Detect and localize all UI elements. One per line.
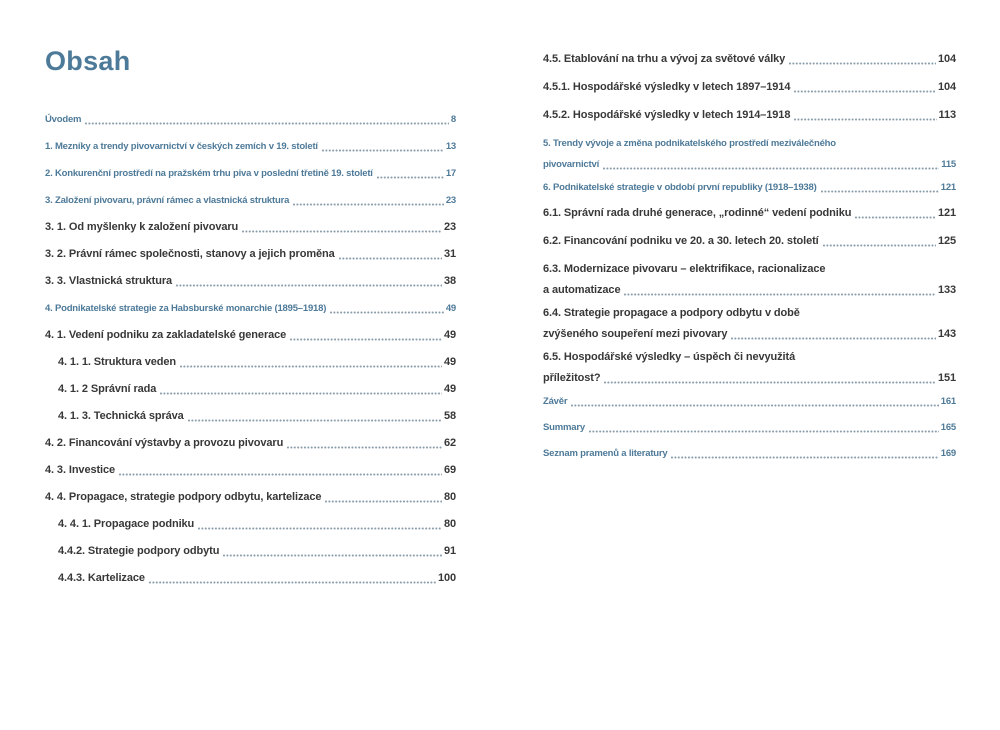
page-number: 69: [443, 464, 456, 476]
toc-entry-left-17[interactable]: [45, 572, 456, 585]
entry-label: 4. Podnikatelské strategie za Habsburské monarchie (1895–1918): [45, 303, 327, 314]
toc-entry-left-16[interactable]: [45, 545, 456, 558]
dot-leader: [85, 122, 449, 125]
page-number: 23: [445, 195, 456, 206]
page-number: 121: [940, 182, 956, 193]
entry-label: 4. 1. 2 Správní rada: [58, 383, 157, 395]
toc-entry-left-15[interactable]: [45, 518, 456, 531]
entry-label: 4.5. Etablování na trhu a vývoj za světové války: [543, 53, 786, 65]
dot-leader: [603, 167, 939, 170]
page-number: 104: [937, 53, 956, 65]
entry-label: 4. 4. Propagace, strategie podpory odbytu, kartelizace: [45, 491, 322, 503]
entry-label: 6.3. Modernizace pivovaru – elektrifikace, racionalizace: [543, 263, 826, 275]
entry-label: 2. Konkurenční prostředí na pražském trhu piva v poslední třetině 19. století: [45, 168, 373, 179]
dot-leader: [794, 90, 936, 93]
toc-entry-left-13[interactable]: [45, 464, 456, 477]
entry-label: 4.4.2. Strategie podpory odbytu: [58, 545, 220, 557]
entry-label: 4. 3. Investice: [45, 464, 116, 476]
dot-leader: [571, 404, 938, 407]
dot-leader: [293, 203, 444, 206]
page-number: 80: [443, 518, 456, 530]
dot-leader: [325, 500, 442, 503]
toc-left-page: [45, 46, 456, 599]
toc-entry-left-14[interactable]: [45, 491, 456, 504]
toc-entry-left-2[interactable]: [45, 167, 456, 180]
page-number: 169: [940, 448, 956, 459]
page-number: 161: [940, 396, 956, 407]
entry-label: 4. 1. Vedení podniku za zakladatelské generace: [45, 329, 287, 341]
dot-leader: [731, 337, 936, 340]
toc-entry-left-10[interactable]: [45, 383, 456, 396]
dot-leader: [339, 257, 442, 260]
entry-label: 4.5.1. Hospodářské výsledky v letech 1897–1914: [543, 81, 791, 93]
entry-label: 6.4. Strategie propagace a podpory odbytu v době: [543, 307, 800, 319]
page-number: 104: [937, 81, 956, 93]
toc-entry-left-9[interactable]: [45, 356, 456, 369]
toc-entry-left-3[interactable]: [45, 194, 456, 207]
page-number: 113: [938, 109, 956, 121]
dot-leader: [290, 338, 442, 341]
toc-entry-right-8[interactable]: [543, 307, 956, 341]
dot-leader: [330, 311, 444, 314]
page-number: 49: [445, 303, 456, 314]
entry-label: 3. Založení pivovaru, právní rámec a vlastnická struktura: [45, 195, 290, 206]
page-number: 17: [445, 168, 456, 179]
entry-label: 4.5.2. Hospodářské výsledky v letech 1914–1918: [543, 109, 791, 121]
dot-leader: [242, 230, 442, 233]
entry-label: 1. Mezníky a trendy pivovarnictví v českých zemích v 19. století: [45, 141, 318, 152]
entry-label: 6.2. Financování podniku ve 20. a 30. letech 20. století: [543, 235, 819, 247]
toc-entry-left-5[interactable]: [45, 248, 456, 261]
dot-leader: [624, 293, 935, 296]
entry-label: 6.1. Správní rada druhé generace, „rodinné“ vedení podniku: [543, 207, 852, 219]
page-number: 49: [443, 383, 456, 395]
toc-entry-left-0[interactable]: [45, 113, 456, 126]
entry-label: 6.5. Hospodářské výsledky – úspěch či nevyužitá: [543, 351, 796, 363]
page-number: 143: [937, 328, 956, 340]
entry-label: Summary: [543, 422, 585, 433]
toc-entry-left-6[interactable]: [45, 275, 456, 288]
toc-entry-right-5[interactable]: [543, 207, 956, 220]
page-number: 115: [941, 159, 956, 170]
entry-label: Závěr: [543, 396, 568, 407]
page-number: 23: [443, 221, 456, 233]
page-number: 8: [450, 114, 456, 125]
dot-leader: [794, 118, 936, 121]
toc-entry-left-1[interactable]: [45, 140, 456, 153]
toc-entry-right-2[interactable]: [543, 109, 956, 122]
dot-leader: [322, 149, 444, 152]
dot-leader: [789, 62, 936, 65]
dot-leader: [176, 284, 442, 287]
entry-label: 3. 3. Vlastnická struktura: [45, 275, 173, 287]
toc-entry-left-8[interactable]: [45, 329, 456, 342]
dot-leader: [823, 244, 936, 247]
dot-leader: [198, 527, 442, 530]
entry-label: 4.4.3. Kartelizace: [58, 572, 145, 584]
dot-leader: [287, 446, 442, 449]
page-number: 31: [443, 248, 456, 260]
entry-label: 6. Podnikatelské strategie v období první republiky (1918–1938): [543, 182, 817, 193]
entry-label: 3. 1. Od myšlenky k založení pivovaru: [45, 221, 239, 233]
entry-label: Seznam pramenů a literatury: [543, 448, 668, 459]
dot-leader: [855, 216, 936, 219]
toc-right-page: [543, 53, 956, 473]
entry-label-continued: zvýšeného soupeření mezi pivovary: [543, 328, 728, 340]
toc-right-column: [543, 53, 956, 460]
entry-label: 4. 4. 1. Propagace podniku: [58, 518, 195, 530]
toc-entry-right-3[interactable]: [543, 137, 956, 171]
toc-entry-right-0[interactable]: [543, 53, 956, 66]
dot-leader: [149, 581, 436, 584]
entry-label: 4. 1. 3. Technická správa: [58, 410, 184, 422]
dot-leader: [160, 392, 442, 395]
entry-label: 4. 1. 1. Struktura veden: [58, 356, 177, 368]
toc-entry-left-7[interactable]: [45, 302, 456, 315]
toc-entry-right-10[interactable]: [543, 395, 956, 408]
page-number: 121: [937, 207, 956, 219]
page-number: 62: [443, 437, 456, 449]
dot-leader: [589, 430, 939, 433]
entry-label: 5. Trendy vývoje a změna podnikatelského prostředí meziválečného: [543, 138, 836, 149]
dot-leader: [821, 190, 939, 193]
entry-label-continued: a automatizace: [543, 284, 621, 296]
page-number: 91: [443, 545, 456, 557]
toc-entry-right-6[interactable]: [543, 235, 956, 248]
toc-entry-left-12[interactable]: [45, 437, 456, 450]
toc-entry-right-7[interactable]: [543, 263, 956, 297]
page-number: 165: [940, 422, 956, 433]
dot-leader: [223, 554, 442, 557]
page-number: 49: [443, 329, 456, 341]
page-number: 151: [937, 372, 956, 384]
toc-entry-left-4[interactable]: [45, 221, 456, 234]
dot-leader: [604, 381, 935, 384]
toc-entry-right-12[interactable]: [543, 447, 956, 460]
page-number: 125: [937, 235, 956, 247]
page-number: 133: [937, 284, 956, 296]
page-number: 100: [437, 572, 456, 584]
toc-left-column: [45, 113, 456, 585]
page-title: Obsah: [45, 46, 131, 76]
dot-leader: [188, 419, 442, 422]
toc-entry-right-11[interactable]: [543, 421, 956, 434]
toc-entry-right-4[interactable]: [543, 181, 956, 194]
entry-label: 4. 2. Financování výstavby a provozu pivovaru: [45, 437, 284, 449]
page-number: 80: [443, 491, 456, 503]
entry-label-continued: pivovarnictví: [543, 159, 600, 170]
entry-label: Úvodem: [45, 114, 82, 125]
toc-entry-left-11[interactable]: [45, 410, 456, 423]
dot-leader: [180, 365, 442, 368]
toc-entry-right-1[interactable]: [543, 81, 956, 94]
page-number: 49: [443, 356, 456, 368]
page-number: 38: [443, 275, 456, 287]
toc-entry-right-9[interactable]: [543, 351, 956, 385]
dot-leader: [671, 456, 938, 459]
page-number: 13: [445, 141, 456, 152]
entry-label-continued: příležitost?: [543, 372, 601, 384]
dot-leader: [119, 473, 442, 476]
page-number: 58: [443, 410, 456, 422]
entry-label: 3. 2. Právní rámec společnosti, stanovy a jejich proměna: [45, 248, 335, 260]
dot-leader: [377, 176, 444, 179]
